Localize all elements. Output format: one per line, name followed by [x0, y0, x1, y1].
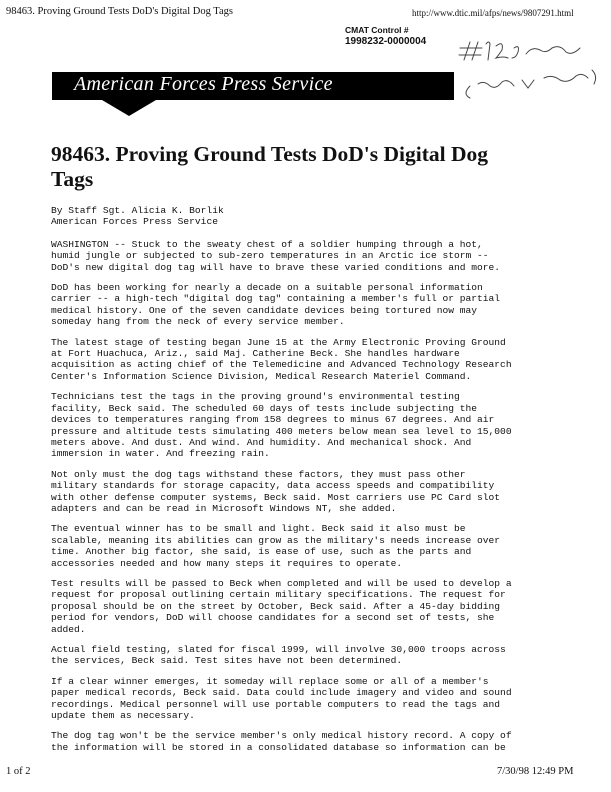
article-body	[51, 205, 571, 762]
afps-banner-text: American Forces Press Service	[74, 73, 333, 95]
byline: By Staff Sgt. Alicia K. Borlik American Forces Press Service	[51, 205, 224, 228]
page-count: 1 of 2	[6, 766, 31, 777]
paragraph: The dog tag won't be the service member's only medical history record. A copy of the information will be stored in a consolidated database so information can be	[51, 730, 512, 753]
cmat-control-stamp	[345, 24, 426, 48]
handwritten-annotation	[456, 36, 606, 108]
page-header-title: 98463. Proving Ground Tests DoD's Digital Dog Tags	[6, 6, 233, 17]
paragraph: Test results will be passed to Beck when completed and will be used to develop a request for proposal outlining certain military specifications. The request for proposal should be on the street by October, Beck said. After a 45-day bidding period for vendors, DoD will choose candidates for a second set of tests, she added.	[51, 577, 512, 635]
page-header-url: http://www.dtic.mil/afps/news/9807291.html	[412, 8, 574, 18]
cmat-label: CMAT Control #	[345, 25, 409, 35]
print-timestamp: 7/30/98 12:49 PM	[497, 766, 574, 777]
paragraph: Not only must the dog tags withstand these factors, they must pass other military standards for storage capacity, data access speeds and compatibility with other defense computer systems, Beck said. Most carriers use PC Card slot adapters and can be read in Microsoft Windows NT, she added.	[51, 468, 501, 514]
paragraph: DoD has been working for nearly a decade on a suitable personal information carrier -- a high-tech "digital dog tag" containing a member's full or partial medical history. One of the seven candidate devices being tortured now may someday hang from the neck of every service member.	[51, 282, 501, 328]
paragraph: If a clear winner emerges, it someday will replace some or all of a member's paper medical records, Beck said. Data could include imagery and video and sound recordings. Medical personnel will use portable computers to read the tags and update them as necessary.	[51, 675, 512, 722]
article-title-line1: 98463. Proving Ground Tests DoD's Digital Dog	[51, 142, 489, 166]
paragraph: The latest stage of testing began June 15 at the Army Electronic Proving Ground at Fort Huachuca, Ariz., said Maj. Catherine Beck. She handles hardware acquisition as acting chief of the Telemedicine and Advanced Technology Research Center's Information Science Division, Medical Research Materiel Command.	[51, 336, 512, 382]
paragraph: Actual field testing, slated for fiscal 1999, will involve 30,000 troops across the services, Beck said. Test sites have not been determined.	[51, 644, 506, 667]
cmat-number: 1998232-0000004	[345, 36, 427, 47]
paragraph: The eventual winner has to be small and light. Beck said it also must be scalable, meaning its abilities can grow as the military's needs increase over time. Another big factor, she said, is ease of use, such as the parts and accessories needed and how many steps it requires to operate.	[51, 523, 501, 569]
paragraph: Technicians test the tags in the proving ground's environmental testing facility, Beck said. The scheduled 60 days of tests include subjecting the devices to temperatures ranging from 158 degrees to minus 67 degrees. And air pressure and altitude tests simulating 400 meters below mean sea level to 15,000 meters above. And dust. And wind. And humidity. And mechanical shock. And immersion in water. And freezing rain.	[51, 391, 512, 460]
article-title	[51, 142, 571, 192]
article-title-line2: Tags	[51, 167, 94, 191]
paragraph: WASHINGTON -- Stuck to the sweaty chest of a soldier humping through a hot, humid jungle or subjected to sub-zero temperatures in an Arctic ice storm -- DoD's new digital dog tag will have to brave these varied conditions and more.	[51, 238, 501, 273]
